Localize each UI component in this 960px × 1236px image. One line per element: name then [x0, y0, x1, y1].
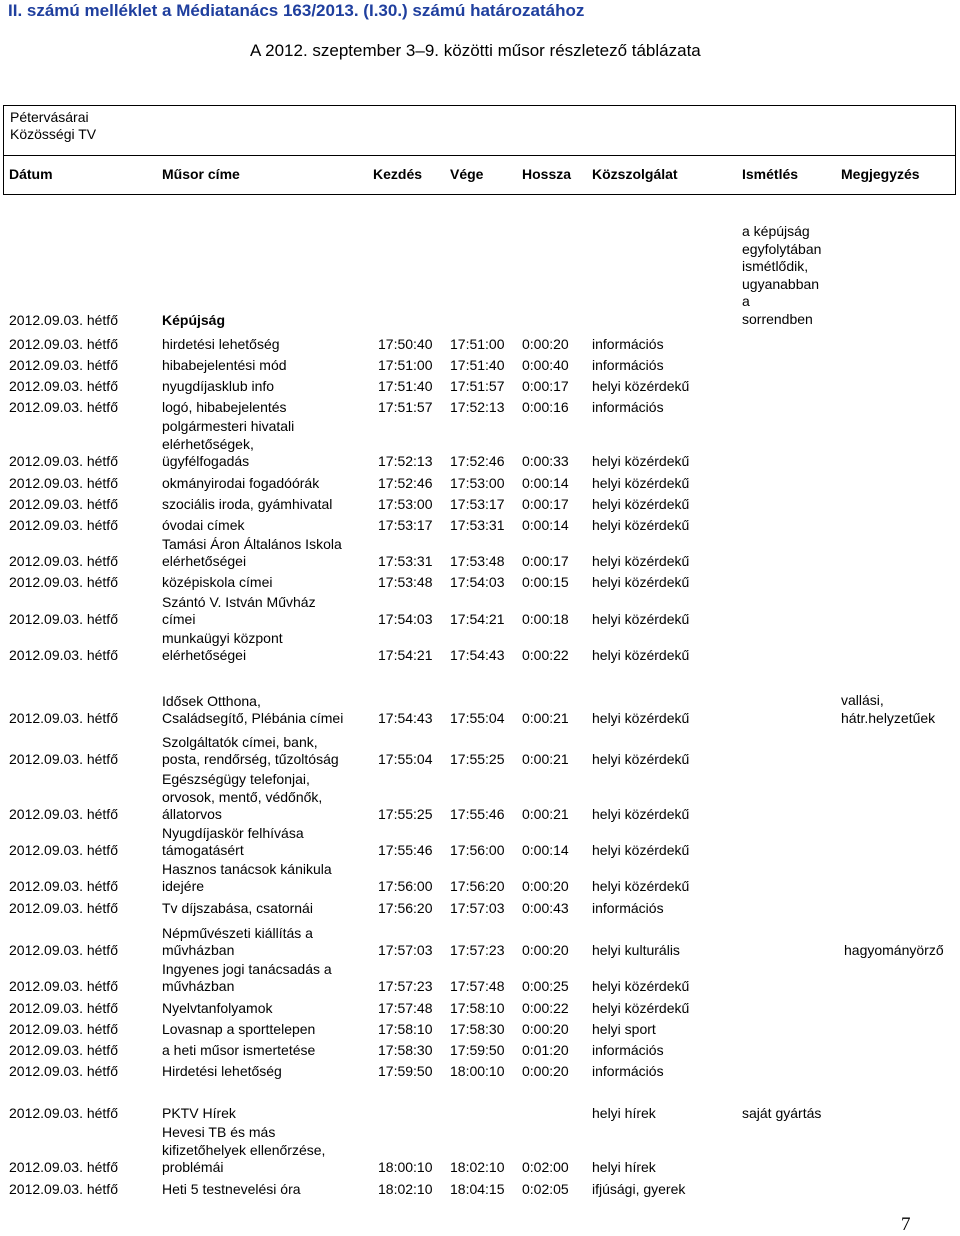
- row-program-title: orvosok, mentő, védőnők,: [162, 788, 323, 805]
- row-duration: 0:00:16: [522, 399, 569, 415]
- row-duration: 0:00:43: [522, 900, 569, 916]
- row-public-service-type: információs: [592, 399, 664, 415]
- row-end-time: 17:57:03: [450, 900, 505, 916]
- column-header-date: Dátum: [9, 166, 53, 182]
- row-date: 2012.09.03. hétfő: [9, 496, 118, 512]
- row-program-title: Nyelvtanfolyamok: [162, 1000, 273, 1016]
- row-program-title: elérhetőségek,: [162, 435, 254, 452]
- row-date: 2012.09.03. hétfő: [9, 357, 118, 373]
- row-program-title: Képújság: [162, 312, 226, 328]
- row-duration: 0:02:00: [522, 1159, 569, 1175]
- row-duration: 0:00:21: [522, 806, 569, 822]
- row-end-time: 17:57:23: [450, 942, 505, 958]
- row-program-title: Hasznos tanácsok kánikula: [162, 860, 332, 877]
- row-public-service-type: helyi közérdekű: [592, 453, 690, 469]
- row-program-title: állatorvos: [162, 806, 222, 822]
- row-public-service-type: helyi közérdekű: [592, 553, 690, 569]
- row-date: 2012.09.03. hétfő: [9, 1021, 118, 1037]
- row-public-service-type: információs: [592, 900, 664, 916]
- column-header-start: Kezdés: [373, 166, 423, 182]
- row-start-time: 17:55:46: [378, 842, 433, 858]
- row-program-title: támogatásért: [162, 842, 244, 858]
- row-duration: 0:00:17: [522, 496, 569, 512]
- row-end-time: 17:53:17: [450, 496, 505, 512]
- row-duration: 0:00:20: [522, 1063, 569, 1079]
- row-date: 2012.09.03. hétfő: [9, 453, 118, 469]
- row-duration: 0:01:20: [522, 1042, 569, 1058]
- row-date: 2012.09.03. hétfő: [9, 806, 118, 822]
- row-program-title: Hevesi TB és más: [162, 1124, 276, 1140]
- row-start-time: 17:53:00: [378, 496, 433, 512]
- row-duration: 0:00:40: [522, 357, 569, 373]
- kepujsag-repeat-note: a képújság: [742, 223, 810, 239]
- row-end-time: 17:53:48: [450, 553, 505, 569]
- row-program-title: polgármesteri hivatali: [162, 418, 295, 434]
- row-date: 2012.09.03. hétfő: [9, 336, 118, 352]
- row-program-title: Heti 5 testnevelési óra: [162, 1181, 301, 1197]
- row-duration: 0:00:20: [522, 942, 569, 958]
- row-start-time: 17:50:40: [378, 336, 433, 352]
- row-duration: 0:00:22: [522, 647, 569, 663]
- row-public-service-type: helyi hírek: [592, 1159, 656, 1175]
- row-date: 2012.09.03. hétfő: [9, 842, 118, 858]
- row-end-time: 17:54:03: [450, 574, 505, 590]
- row-start-time: 17:52:13: [378, 453, 433, 469]
- row-start-time: 17:58:10: [378, 1021, 433, 1037]
- row-public-service-type: helyi közérdekű: [592, 751, 690, 767]
- row-end-time: 17:53:31: [450, 517, 505, 533]
- row-duration: 0:00:21: [522, 710, 569, 726]
- row-end-time: 17:51:00: [450, 336, 505, 352]
- row-duration: 0:00:14: [522, 475, 569, 491]
- row-date: 2012.09.03. hétfő: [9, 517, 118, 533]
- row-public-service-type: helyi közérdekű: [592, 878, 690, 894]
- row-public-service-type: helyi közérdekű: [592, 496, 690, 512]
- row-public-service-type: információs: [592, 336, 664, 352]
- row-public-service-type: helyi közérdekű: [592, 574, 690, 590]
- row-public-service-type: információs: [592, 1063, 664, 1079]
- row-program-title: Tamási Áron Általános Iskola: [162, 535, 342, 552]
- row-program-title: Nyugdíjaskör felhívása: [162, 824, 304, 841]
- column-header-duration: Hossza: [522, 166, 572, 182]
- row-end-time: 18:02:10: [450, 1159, 505, 1175]
- row-end-time: 18:00:10: [450, 1063, 505, 1079]
- document-title: II. számú melléklet a Médiatanács 163/2013. (I.30.) számú határozatához: [8, 1, 585, 20]
- row-duration: 0:00:20: [522, 1021, 569, 1037]
- row-start-time: 17:53:48: [378, 574, 433, 590]
- row-program-title: Ingyenes jogi tanácsadás a: [162, 960, 332, 977]
- row-public-service-type: helyi hírek: [592, 1105, 656, 1121]
- kepujsag-repeat-note: a: [742, 293, 750, 309]
- row-program-title: posta, rendőrség, tűzoltóság: [162, 751, 339, 767]
- row-date: 2012.09.03. hétfő: [9, 900, 118, 916]
- row-duration: 0:00:14: [522, 842, 569, 858]
- row-date: 2012.09.03. hétfő: [9, 475, 118, 491]
- row-end-time: 17:56:20: [450, 878, 505, 894]
- column-header-repeat: Ismétlés: [742, 166, 799, 182]
- row-end-time: 17:58:10: [450, 1000, 505, 1016]
- row-program-title: címei: [162, 611, 196, 627]
- row-duration: 0:00:18: [522, 611, 569, 627]
- row-start-time: 17:53:31: [378, 553, 433, 569]
- row-start-time: 18:02:10: [378, 1181, 433, 1197]
- column-header-public-service: Közszolgálat: [592, 166, 678, 182]
- row-end-time: 18:04:15: [450, 1181, 505, 1197]
- row-end-time: 17:52:46: [450, 453, 505, 469]
- row-program-title: középiskola címei: [162, 574, 273, 590]
- row-end-time: 17:59:50: [450, 1042, 505, 1058]
- row-start-time: 17:58:30: [378, 1042, 433, 1058]
- row-date: 2012.09.03. hétfő: [9, 1105, 118, 1121]
- row-start-time: 17:54:43: [378, 710, 433, 726]
- row-public-service-type: helyi közérdekű: [592, 710, 690, 726]
- row-program-title: hibabejelentési mód: [162, 357, 287, 373]
- row-program-title: okmányirodai fogadóórák: [162, 475, 320, 491]
- row-public-service-type: helyi közérdekű: [592, 1000, 690, 1016]
- row-date: 2012.09.03. hétfő: [9, 611, 118, 627]
- row-start-time: 18:00:10: [378, 1159, 433, 1175]
- row-start-time: 17:56:20: [378, 900, 433, 916]
- row-duration: 0:00:17: [522, 553, 569, 569]
- row-program-title: Családsegítő, Plébánia címei: [162, 710, 344, 726]
- row-public-service-type: helyi közérdekű: [592, 475, 690, 491]
- row-program-title: Lovasnap a sporttelepen: [162, 1021, 316, 1037]
- row-duration: 0:00:14: [522, 517, 569, 533]
- row-note: hagyományörző: [844, 942, 944, 958]
- row-start-time: 17:53:17: [378, 517, 433, 533]
- row-duration: 0:00:20: [522, 878, 569, 894]
- row-program-title: Népművészeti kiállítás a: [162, 924, 313, 941]
- row-end-time: 17:55:46: [450, 806, 505, 822]
- row-end-time: 17:53:00: [450, 475, 505, 491]
- row-end-time: 17:54:43: [450, 647, 505, 663]
- row-program-title: a heti műsor ismertetése: [162, 1042, 316, 1058]
- row-program-title: ügyfélfogadás: [162, 453, 250, 469]
- row-public-service-type: információs: [592, 357, 664, 373]
- kepujsag-repeat-note: sorrendben: [742, 310, 813, 327]
- row-public-service-type: ifjúsági, gyerek: [592, 1181, 686, 1197]
- row-start-time: 17:55:04: [378, 751, 433, 767]
- row-public-service-type: helyi közérdekű: [592, 842, 690, 858]
- row-public-service-type: helyi közérdekű: [592, 978, 690, 994]
- row-program-title: logó, hibabejelentés: [162, 399, 287, 415]
- page-number: 7: [901, 1214, 911, 1235]
- row-start-time: 17:54:03: [378, 611, 433, 627]
- kepujsag-repeat-note: egyfolytában: [742, 240, 822, 257]
- row-program-title: Tv díjszabása, csatornái: [162, 900, 313, 916]
- row-start-time: 17:51:40: [378, 378, 433, 394]
- row-date: 2012.09.03. hétfő: [9, 1159, 118, 1175]
- row-public-service-type: helyi kulturális: [592, 942, 680, 958]
- row-program-title: elérhetőségei: [162, 647, 247, 663]
- row-end-time: 17:51:57: [450, 378, 505, 394]
- row-date: 2012.09.03. hétfő: [9, 1181, 118, 1197]
- row-date: 2012.09.03. hétfő: [9, 751, 118, 767]
- row-end-time: 17:55:25: [450, 751, 505, 767]
- row-date: 2012.09.03. hétfő: [9, 378, 118, 394]
- row-duration: 0:00:22: [522, 1000, 569, 1016]
- row-public-service-type: helyi közérdekű: [592, 806, 690, 822]
- row-duration: 0:00:20: [522, 336, 569, 352]
- row-date: 2012.09.03. hétfő: [9, 399, 118, 415]
- row-end-time: 17:56:00: [450, 842, 505, 858]
- row-date: 2012.09.03. hétfő: [9, 878, 118, 894]
- document-subtitle: A 2012. szeptember 3–9. közötti műsor részletező táblázata: [250, 41, 701, 60]
- row-program-title: Szolgáltatók címei, bank,: [162, 733, 318, 750]
- row-end-time: 17:52:13: [450, 399, 505, 415]
- row-program-title: kifizetőhelyek ellenőrzése,: [162, 1141, 326, 1158]
- row-duration: 0:00:25: [522, 978, 569, 994]
- row-end-time: 17:55:04: [450, 710, 505, 726]
- row-public-service-type: helyi sport: [592, 1021, 656, 1037]
- row-date: 2012.09.03. hétfő: [9, 553, 118, 569]
- row-end-time: 17:58:30: [450, 1021, 505, 1037]
- row-duration: 0:00:33: [522, 453, 569, 469]
- column-header-end: Vége: [450, 166, 484, 182]
- row-date: 2012.09.03. hétfő: [9, 574, 118, 590]
- row-end-time: 17:57:48: [450, 978, 505, 994]
- row-duration: 0:00:17: [522, 378, 569, 394]
- row-date: 2012.09.03. hétfő: [9, 1063, 118, 1079]
- row-start-time: 17:54:21: [378, 647, 433, 663]
- row-start-time: 17:59:50: [378, 1063, 433, 1079]
- row-program-title: problémái: [162, 1159, 224, 1175]
- column-header-program: Műsor címe: [162, 166, 240, 182]
- station-box: [3, 105, 956, 156]
- row-start-time: 17:57:03: [378, 942, 433, 958]
- column-header-note: Megjegyzés: [841, 166, 920, 182]
- row-public-service-type: információs: [592, 1042, 664, 1058]
- row-duration: 0:02:05: [522, 1181, 569, 1197]
- row-note: vallási,: [841, 692, 884, 708]
- row-public-service-type: helyi közérdekű: [592, 378, 690, 394]
- row-date: 2012.09.03. hétfő: [9, 647, 118, 663]
- row-start-time: 17:51:57: [378, 399, 433, 415]
- row-end-time: 17:51:40: [450, 357, 505, 373]
- row-start-time: 17:56:00: [378, 878, 433, 894]
- row-program-title: művházban: [162, 978, 235, 994]
- row-start-time: 17:51:00: [378, 357, 433, 373]
- row-note: hátr.helyzetűek: [841, 709, 936, 726]
- row-program-title: művházban: [162, 942, 235, 958]
- row-program-title: Idősek Otthona,: [162, 692, 261, 709]
- row-duration: 0:00:15: [522, 574, 569, 590]
- row-program-title: szociális iroda, gyámhivatal: [162, 496, 333, 512]
- kepujsag-repeat-note: ugyanabban: [742, 275, 820, 292]
- kepujsag-repeat-note: ismétlődik,: [742, 258, 809, 274]
- row-program-title: nyugdíjasklub info: [162, 378, 275, 394]
- row-public-service-type: helyi közérdekű: [592, 517, 690, 533]
- row-date: 2012.09.03. hétfő: [9, 978, 118, 994]
- row-public-service-type: helyi közérdekű: [592, 611, 690, 627]
- row-duration: 0:00:21: [522, 751, 569, 767]
- row-program-title: munkaügyi központ: [162, 629, 283, 646]
- row-date: 2012.09.03. hétfő: [9, 312, 118, 328]
- row-program-title: idejére: [162, 878, 205, 894]
- row-end-time: 17:54:21: [450, 611, 505, 627]
- row-public-service-type: helyi közérdekű: [592, 647, 690, 663]
- row-start-time: 17:52:46: [378, 475, 433, 491]
- row-date: 2012.09.03. hétfő: [9, 1042, 118, 1058]
- row-program-title: Szántó V. István Művház: [162, 593, 316, 610]
- row-program-title: Egészségügy telefonjai,: [162, 771, 310, 787]
- row-program-title: elérhetőségei: [162, 553, 247, 569]
- row-date: 2012.09.03. hétfő: [9, 942, 118, 958]
- row-start-time: 17:57:23: [378, 978, 433, 994]
- row-program-title: Hirdetési lehetőség: [162, 1063, 282, 1079]
- station-name-line2: Közösségi TV: [10, 126, 97, 142]
- row-program-title: hirdetési lehetőség: [162, 336, 280, 352]
- row-repeat: saját gyártás: [742, 1105, 822, 1121]
- row-program-title: PKTV Hírek: [162, 1105, 236, 1121]
- row-date: 2012.09.03. hétfő: [9, 710, 118, 726]
- row-program-title: óvodai címek: [162, 517, 245, 533]
- row-start-time: 17:57:48: [378, 1000, 433, 1016]
- station-name-line1: Pétervásárai: [10, 109, 89, 125]
- row-start-time: 17:55:25: [378, 806, 433, 822]
- row-date: 2012.09.03. hétfő: [9, 1000, 118, 1016]
